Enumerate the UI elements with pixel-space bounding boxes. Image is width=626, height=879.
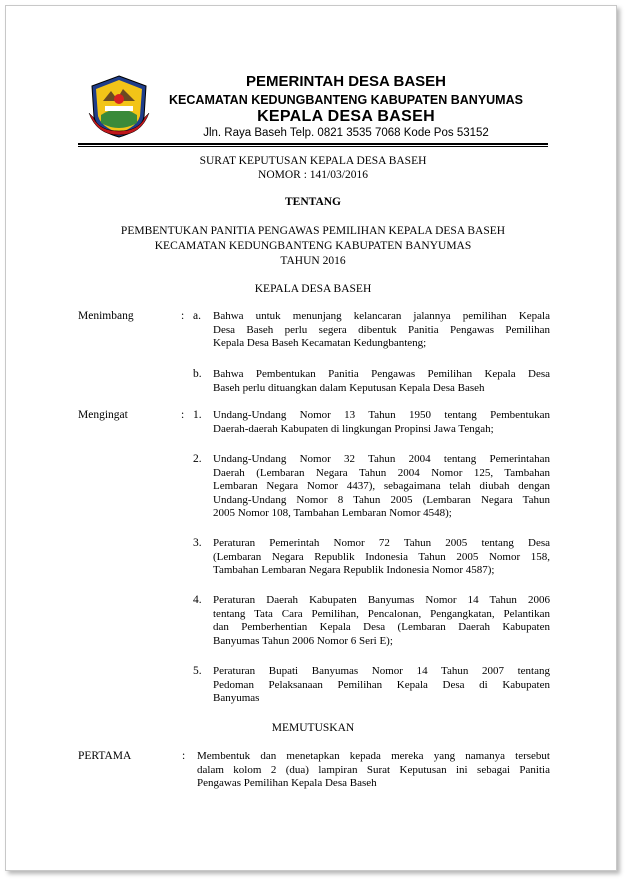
text-line: Banyumas Tahun 2006 Nomor 6 Seri E); (213, 634, 393, 647)
menimbang-colon: : (181, 310, 185, 322)
text-line: Peraturan Pemerintah Nomor 72 Tahun 2005 tentang Desa (213, 537, 550, 549)
decree-subject-line: PEMBENTUKAN PANITIA PENGAWAS PEMILIHAN KEPALA DESA BASEH (120, 225, 506, 237)
text-line: Daerah (Lembaran Negara Tahun 2004 Nomor 125, Tambahan (213, 466, 550, 479)
text-line: Tambahan Lembaran Negara Republik Indonesia Nomor 4587); (213, 564, 495, 577)
government-name: PEMERINTAH DESA BASEH (245, 73, 447, 90)
decree-title: SURAT KEPUTUSAN KEPALA DESA BASEH (199, 155, 427, 167)
text-line: Pedoman Pelaksanaan Pemilihan Kepala Desa di Kabupaten (213, 678, 550, 691)
text-line: tentang Tata Cara Pemilihan, Pencalonan, Pengangkatan, Pelantikan (213, 607, 550, 620)
text-line: Undang-Undang Nomor 32 Tahun 2004 tentang Pemerintahan (213, 453, 550, 465)
office-title: KEPALA DESA BASEH (257, 108, 435, 125)
mengingat-item-4 (213, 594, 550, 648)
text-line: dan Pemberhentian Kepala Desa (Lembaran Daerah Kabupaten (213, 621, 550, 634)
decree-subject-line: KECAMATAN KEDUNGBANTENG KABUPATEN BANYUMAS (154, 240, 472, 252)
decree-subject-line: TAHUN 2016 (280, 255, 346, 267)
district-name: KECAMATAN KEDUNGBANTENG KABUPATEN BANYUMAS (169, 93, 523, 107)
list-marker: 3. (193, 537, 202, 549)
list-marker: 4. (193, 594, 202, 606)
text-line: dalam kolom 2 (dua) lampiran Surat Keputusan ini sebagai Panitia (197, 763, 550, 776)
banyumas-emblem-logo (87, 73, 151, 139)
pertama-text (197, 750, 550, 791)
menimbang-label: Menimbang (78, 310, 134, 322)
text-line: Bahwa untuk menunjang kelancaran jalannya pemilihan Kepala (213, 310, 550, 322)
mengingat-item-5 (213, 665, 550, 706)
text-line: Desa Baseh perlu segera dibentuk Panitia Pengawas Pemilihan (213, 323, 550, 336)
text-line: Peraturan Bupati Banyumas Nomor 14 Tahun 2007 tentang (213, 665, 550, 677)
decree-about-heading: TENTANG (284, 196, 342, 208)
list-marker: a. (193, 310, 201, 322)
list-marker: 2. (193, 453, 202, 465)
text-line: Undang-Undang Nomor 13 Tahun 1950 tentang Pembentukan (213, 409, 550, 421)
decree-number: NOMOR : 141/03/2016 (258, 169, 368, 181)
mengingat-label: Mengingat (78, 409, 128, 421)
text-line: (Lembaran Negara Republik Indonesia Tahun 2005 Nomor 158, (213, 550, 550, 563)
list-marker: 5. (193, 665, 202, 677)
list-marker: 1. (193, 409, 202, 421)
pertama-label: PERTAMA (78, 750, 132, 762)
menimbang-item-b (213, 368, 550, 395)
list-marker: b. (193, 368, 202, 380)
text-line: Banyumas (213, 692, 260, 705)
text-line: Pengawas Pemilihan Kepala Desa Baseh (197, 777, 377, 790)
menimbang-item-a (213, 310, 550, 351)
mengingat-item-3 (213, 537, 550, 578)
text-line: Membentuk dan menetapkan kepada mereka yang namanya tersebut (197, 750, 550, 762)
letterhead-divider-thin (78, 146, 548, 147)
text-line: Lembaran Negara Nomor 4437), sebagaimana telah diubah dengan (213, 480, 550, 493)
mengingat-item-2 (213, 453, 550, 521)
pertama-colon: : (182, 750, 186, 762)
office-address: Jln. Raya Baseh Telp. 0821 3535 7068 Kode Pos 53152 (203, 127, 489, 139)
mengingat-item-1 (213, 409, 550, 436)
memutuskan-heading: MEMUTUSKAN (271, 722, 355, 734)
text-line: 2005 Nomor 108, Tambahan Lembaran Nomor 4548); (213, 507, 452, 520)
mengingat-colon: : (181, 409, 185, 421)
text-line: Undang-Undang Nomor 8 Tahun 2005 (Lembaran Negara Tahun (213, 493, 550, 506)
text-line: Kepala Desa Baseh Kecamatan Kedungbanteng; (213, 337, 427, 350)
text-line: Peraturan Daerah Kabupaten Banyumas Nomor 14 Tahun 2006 (213, 594, 550, 606)
decree-issuer: KEPALA DESA BASEH (254, 283, 372, 295)
letterhead-divider-thick (78, 143, 548, 145)
text-line: Baseh perlu dituangkan dalam Keputusan Kepala Desa Baseh (213, 381, 485, 394)
text-line: Bahwa Pembentukan Panitia Pengawas Pemilihan Kepala Desa (213, 368, 550, 380)
text-line: Daerah-daerah Kabupaten di lingkungan Propinsi Jawa Tengah; (213, 422, 494, 435)
